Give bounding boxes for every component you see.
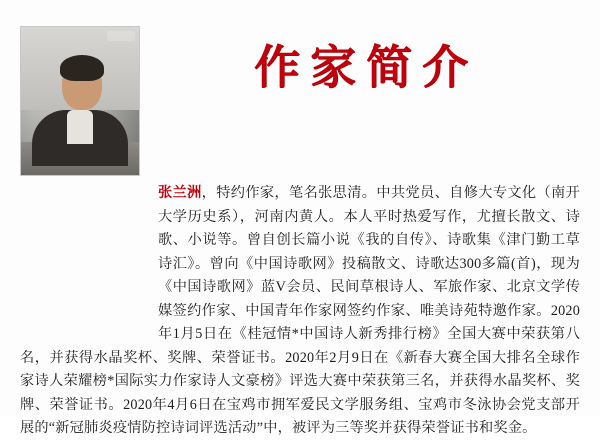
author-portrait-image	[20, 26, 140, 176]
portrait-text-wrap-spacer	[20, 182, 158, 334]
portrait-hair	[60, 55, 104, 81]
portrait-container	[20, 18, 140, 176]
portrait-highlight	[107, 31, 135, 41]
author-biography	[20, 182, 580, 441]
page-title: 作家简介	[254, 42, 478, 93]
portrait-shirt	[67, 110, 93, 144]
title-container	[158, 18, 580, 110]
author-name: 张兰洲	[158, 185, 202, 201]
header-row	[20, 18, 580, 176]
author-bio-text: ，特约作家，笔名张思清。中共党员、自修大专文化（南开大学历史系），河南内黄人。本人平时热爱写作，尤擅长散文、诗歌、小说等。曾自创长篇小说《我的自传》、诗歌集《津门勤工草诗汇》。曾向《中国诗歌网》投稿散文、诗歌达300多篇(首)，现为《中国诗歌网》蓝V会员、民间草根诗人、军旅作家、北京文学传媒签约作家、中国青年作家网签约作家、唯美诗苑特邀作家。2020年1月5日在《桂冠情*中国诗人新秀排行榜》全国大赛中荣获第八名，并获得水晶奖杯、奖牌、荣誉证书。2020年2月9日在《新春大赛全国大排名全球作家诗人荣耀榜*国际实力作家诗人文豪榜》评选大赛中荣获第三名，并获得水晶奖杯、奖牌、荣誉证书。2020年4月6日在宝鸡市拥军爱民文学服务组、宝鸡市冬泳协会党支部开展的“新冠肺炎疫情防控诗词评选活动”中，被评为三等奖并获得荣誉证书和奖金。	[20, 185, 580, 436]
